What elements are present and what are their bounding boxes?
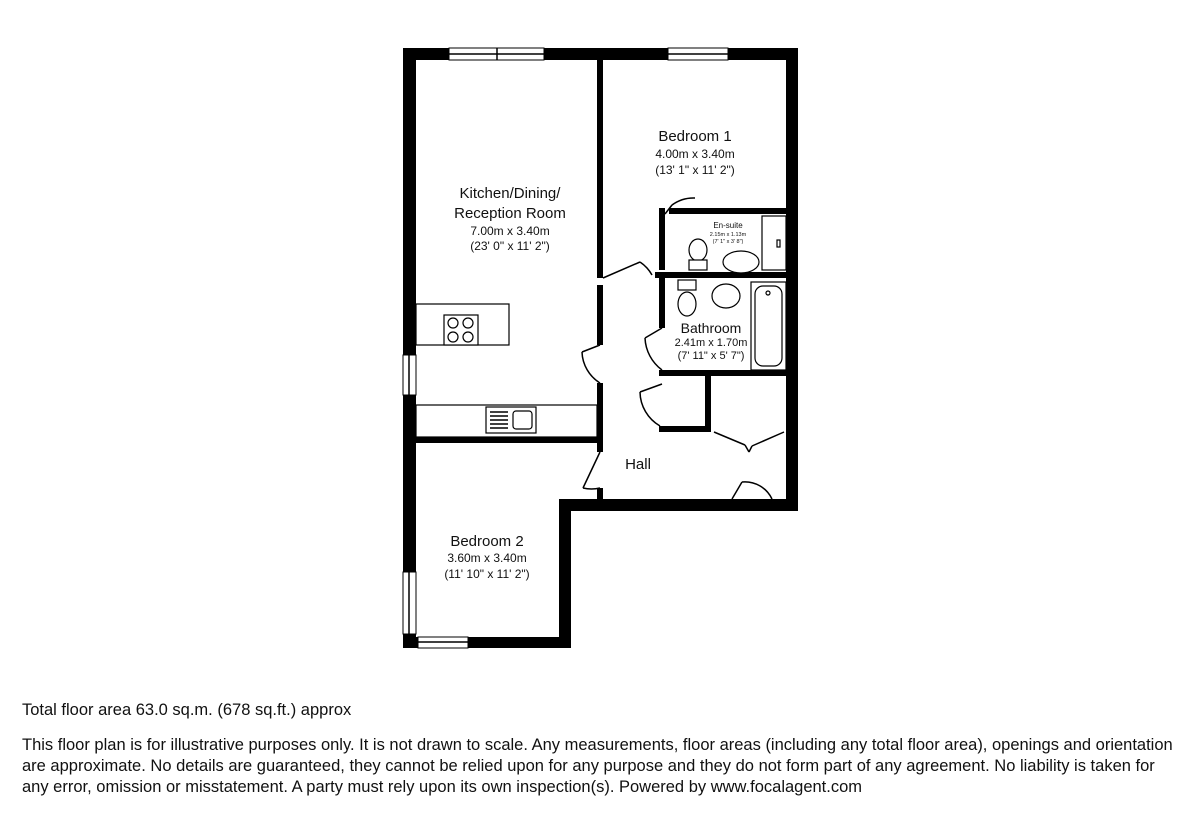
bathroom-basin xyxy=(712,284,740,308)
ensuite-basin xyxy=(723,251,759,273)
door-kitchen xyxy=(582,345,600,383)
footer xyxy=(22,700,1182,798)
bedroom2-metric: 3.60m x 3.40m xyxy=(447,551,527,565)
door-bedroom2 xyxy=(583,452,600,489)
kitchen-label xyxy=(454,185,566,253)
hall-name: Hall xyxy=(625,456,651,473)
door-cupboard xyxy=(640,384,662,426)
kitchen-name-line2: Reception Room xyxy=(454,205,566,222)
bathroom-metric: 2.41m x 1.70m xyxy=(674,337,748,349)
bedroom1-name: Bedroom 1 xyxy=(658,128,732,145)
bathroom-toilet xyxy=(678,280,696,290)
shower-tray xyxy=(762,216,786,270)
ensuite-metric: 2.15m x 1.13m xyxy=(709,232,747,238)
ensuite-toilet xyxy=(689,239,707,261)
disclaimer: This floor plan is for illustrative purposes only. It is not drawn to scale. Any measurements, floor areas (including any total floor area), openings and orientation are approximate. No details are guaranteed, they cannot be relied upon for any purpose and they do not form part of any agreement. No liability is taken for any error, omission or misstatement. A party must rely upon its own inspection(s). Powered by www.focalagent.com xyxy=(22,736,1173,796)
bedroom1-imperial: (13' 1" x 11' 2") xyxy=(655,163,735,177)
ensuite-name: En-suite xyxy=(713,221,743,230)
door-store-double xyxy=(714,432,784,452)
door-bedroom1 xyxy=(603,262,652,278)
ensuite-label xyxy=(710,221,747,245)
bedroom2-label xyxy=(444,533,529,581)
door-entrance xyxy=(732,482,772,499)
kitchen-imperial: (23' 0" x 11' 2") xyxy=(470,239,550,253)
kitchen-fixtures xyxy=(416,304,597,437)
bedroom1-metric: 4.00m x 3.40m xyxy=(655,147,735,161)
ensuite-imperial: (7' 1" x 3' 8") xyxy=(712,239,744,245)
kitchen-name-line1: Kitchen/Dining/ xyxy=(459,185,561,202)
kitchen-metric: 7.00m x 3.40m xyxy=(470,224,550,238)
bedroom1-label xyxy=(655,128,735,177)
bedroom2-name: Bedroom 2 xyxy=(450,533,524,550)
total-floor-area: Total floor area 63.0 sq.m. (678 sq.ft.) approx xyxy=(22,701,352,719)
hall-label xyxy=(625,456,651,473)
bedroom2-imperial: (11' 10" x 11' 2") xyxy=(444,567,530,581)
bathroom-imperial: (7' 11" x 5' 7") xyxy=(677,350,745,362)
bathroom-label xyxy=(675,320,748,362)
bathroom-name: Bathroom xyxy=(680,320,742,336)
door-bathroom xyxy=(645,328,662,370)
